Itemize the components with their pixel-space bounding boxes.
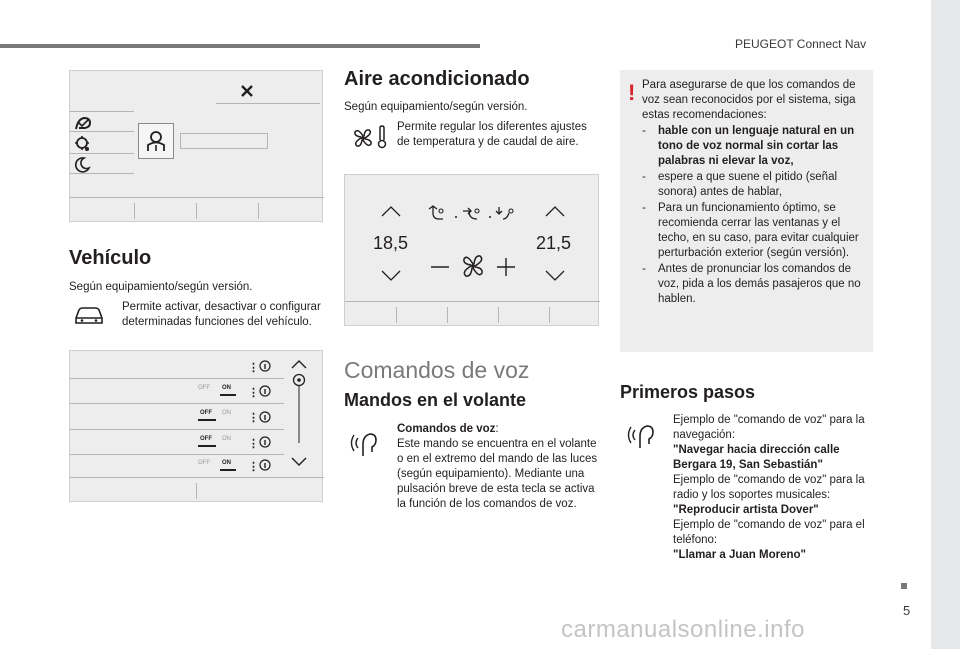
first-steps-text [673, 413, 868, 563]
climate-screen [344, 174, 599, 326]
voice-title: Comandos de voz [344, 357, 530, 383]
nav-example-intro: Ejemplo de "comando de voz" para la navegación: [673, 414, 865, 441]
list-item: - Antes de pronunciar los comandos de voz, pida a los demás pasajeros que no hablen. [642, 263, 861, 305]
page-number: 5 [903, 603, 911, 618]
row-menu-dots[interactable]: ⋮ [248, 461, 259, 473]
phone-example-command: "Llamar a Juan Moreno" [673, 549, 806, 561]
info-icon[interactable] [259, 360, 271, 372]
page-sidebar [931, 0, 960, 649]
vehicle-subtitle: Según equipamiento/según versión. [69, 281, 253, 293]
running-header: PEUGEOT Connect Nav [735, 37, 867, 51]
phone-example-intro: Ejemplo de "comando de voz" para el teléfono: [673, 519, 865, 546]
note-intro: Para asegurarse de que los comandos de voz sean reconocidos por el sistema, siga estas recomendaciones: [642, 79, 856, 121]
close-icon [241, 85, 253, 97]
recommendations-list [642, 124, 872, 308]
info-icon[interactable] [259, 459, 271, 471]
voice-command-body: Este mando se encuentra en el volante o en el extremo del mando de las luces (según equipamiento). Mediante una pulsación breve de esta tecla se activa la función de los comandos de voz. [397, 438, 598, 510]
toggle-on-label: ON [222, 410, 231, 416]
first-steps-title: Primeros pasos [620, 382, 756, 402]
scroll-down-icon[interactable] [291, 457, 307, 467]
row-menu-dots[interactable]: ⋮ [248, 438, 259, 450]
thermometer-icon [377, 125, 387, 149]
temp-right-down-icon[interactable] [545, 270, 565, 282]
voice-command-icon [627, 420, 657, 450]
temp-left-down-icon[interactable] [381, 270, 401, 282]
user-icon [146, 130, 166, 152]
toggle-row-1[interactable] [198, 383, 238, 397]
night-mode-icon [74, 157, 90, 173]
header-rule [0, 44, 480, 48]
fan-speed-control[interactable] [429, 251, 519, 281]
car-icon [73, 306, 105, 326]
voice-command-text [397, 422, 602, 512]
list-item: - espere a que suene el pitido (señal sonora) antes de hablar, [642, 171, 838, 198]
ac-title: Aire acondicionado [344, 68, 530, 90]
ac-subtitle: Según equipamiento/según versión. [344, 101, 528, 113]
toggle-on-label: ON [222, 385, 231, 391]
vehicle-title: Vehículo [69, 247, 152, 269]
toggle-off-label: OFF [198, 460, 210, 466]
user-profile-button[interactable] [138, 123, 174, 159]
temp-left-value: 18,5 [373, 233, 409, 253]
row-menu-dots[interactable]: ⋮ [248, 412, 259, 424]
scrollbar-track[interactable] [292, 373, 306, 443]
toggle-row-4[interactable] [198, 458, 238, 472]
air-distribution-icon[interactable] [427, 205, 523, 225]
fan-icon [352, 127, 374, 149]
toggle-off-label: OFF [200, 410, 212, 416]
toggle-off-label: OFF [200, 436, 212, 442]
settings-music-icon [74, 135, 92, 153]
nav-example-command: "Navegar hacia dirección calle Bergara 19, San Sebastián" [673, 444, 840, 471]
row-menu-dots[interactable]: ⋮ [248, 362, 259, 374]
info-icon[interactable] [259, 411, 271, 423]
voice-command-icon [350, 428, 380, 458]
watermark: carmanualsonline.info [561, 616, 805, 643]
temp-right-up-icon[interactable] [545, 205, 565, 217]
toggle-on-label: ON [222, 436, 231, 442]
row-menu-dots[interactable]: ⋮ [248, 387, 259, 399]
continue-marker [901, 583, 907, 589]
temp-left-up-icon[interactable] [381, 205, 401, 217]
info-icon[interactable] [259, 385, 271, 397]
car-settings-icon [74, 115, 92, 131]
radio-example-command: "Reproducir artista Dover" [673, 504, 819, 516]
toggle-off-label: OFF [198, 385, 210, 391]
radio-example-intro: Ejemplo de "comando de voz" para la radio y los soportes musicales: [673, 474, 865, 501]
voice-command-label: Comandos de voz [397, 423, 496, 435]
toggle-on-label: ON [222, 460, 231, 466]
vehicle-menu-screen [69, 70, 323, 222]
list-item: - Para un funcionamiento óptimo, se recomienda cerrar las ventanas y el techo, en su caso, para evitar cualquier perturbación exterior (según versión). [642, 202, 859, 259]
list-item: - hable con un lenguaje natural en un tono de voz normal sin cortar las palabras ni elevar la voz, [642, 125, 855, 167]
recommendations-note [620, 70, 873, 352]
toggle-row-3[interactable] [198, 434, 238, 448]
steering-title: Mandos en el volante [344, 390, 527, 410]
toggle-row-2[interactable] [198, 408, 238, 422]
vehicle-description: Permite activar, desactivar o configurar determinadas funciones del vehículo. [122, 301, 321, 328]
warning-icon: ! [628, 80, 636, 105]
ac-description: Permite regular los diferentes ajustes de temperatura y de caudal de aire. [397, 121, 587, 148]
profile-name-field[interactable] [180, 133, 268, 149]
info-icon[interactable] [259, 436, 271, 448]
temp-right-value: 21,5 [536, 233, 572, 253]
vehicle-functions-screen [69, 350, 323, 502]
scroll-up-icon[interactable] [291, 359, 307, 369]
colon: : [495, 423, 499, 435]
